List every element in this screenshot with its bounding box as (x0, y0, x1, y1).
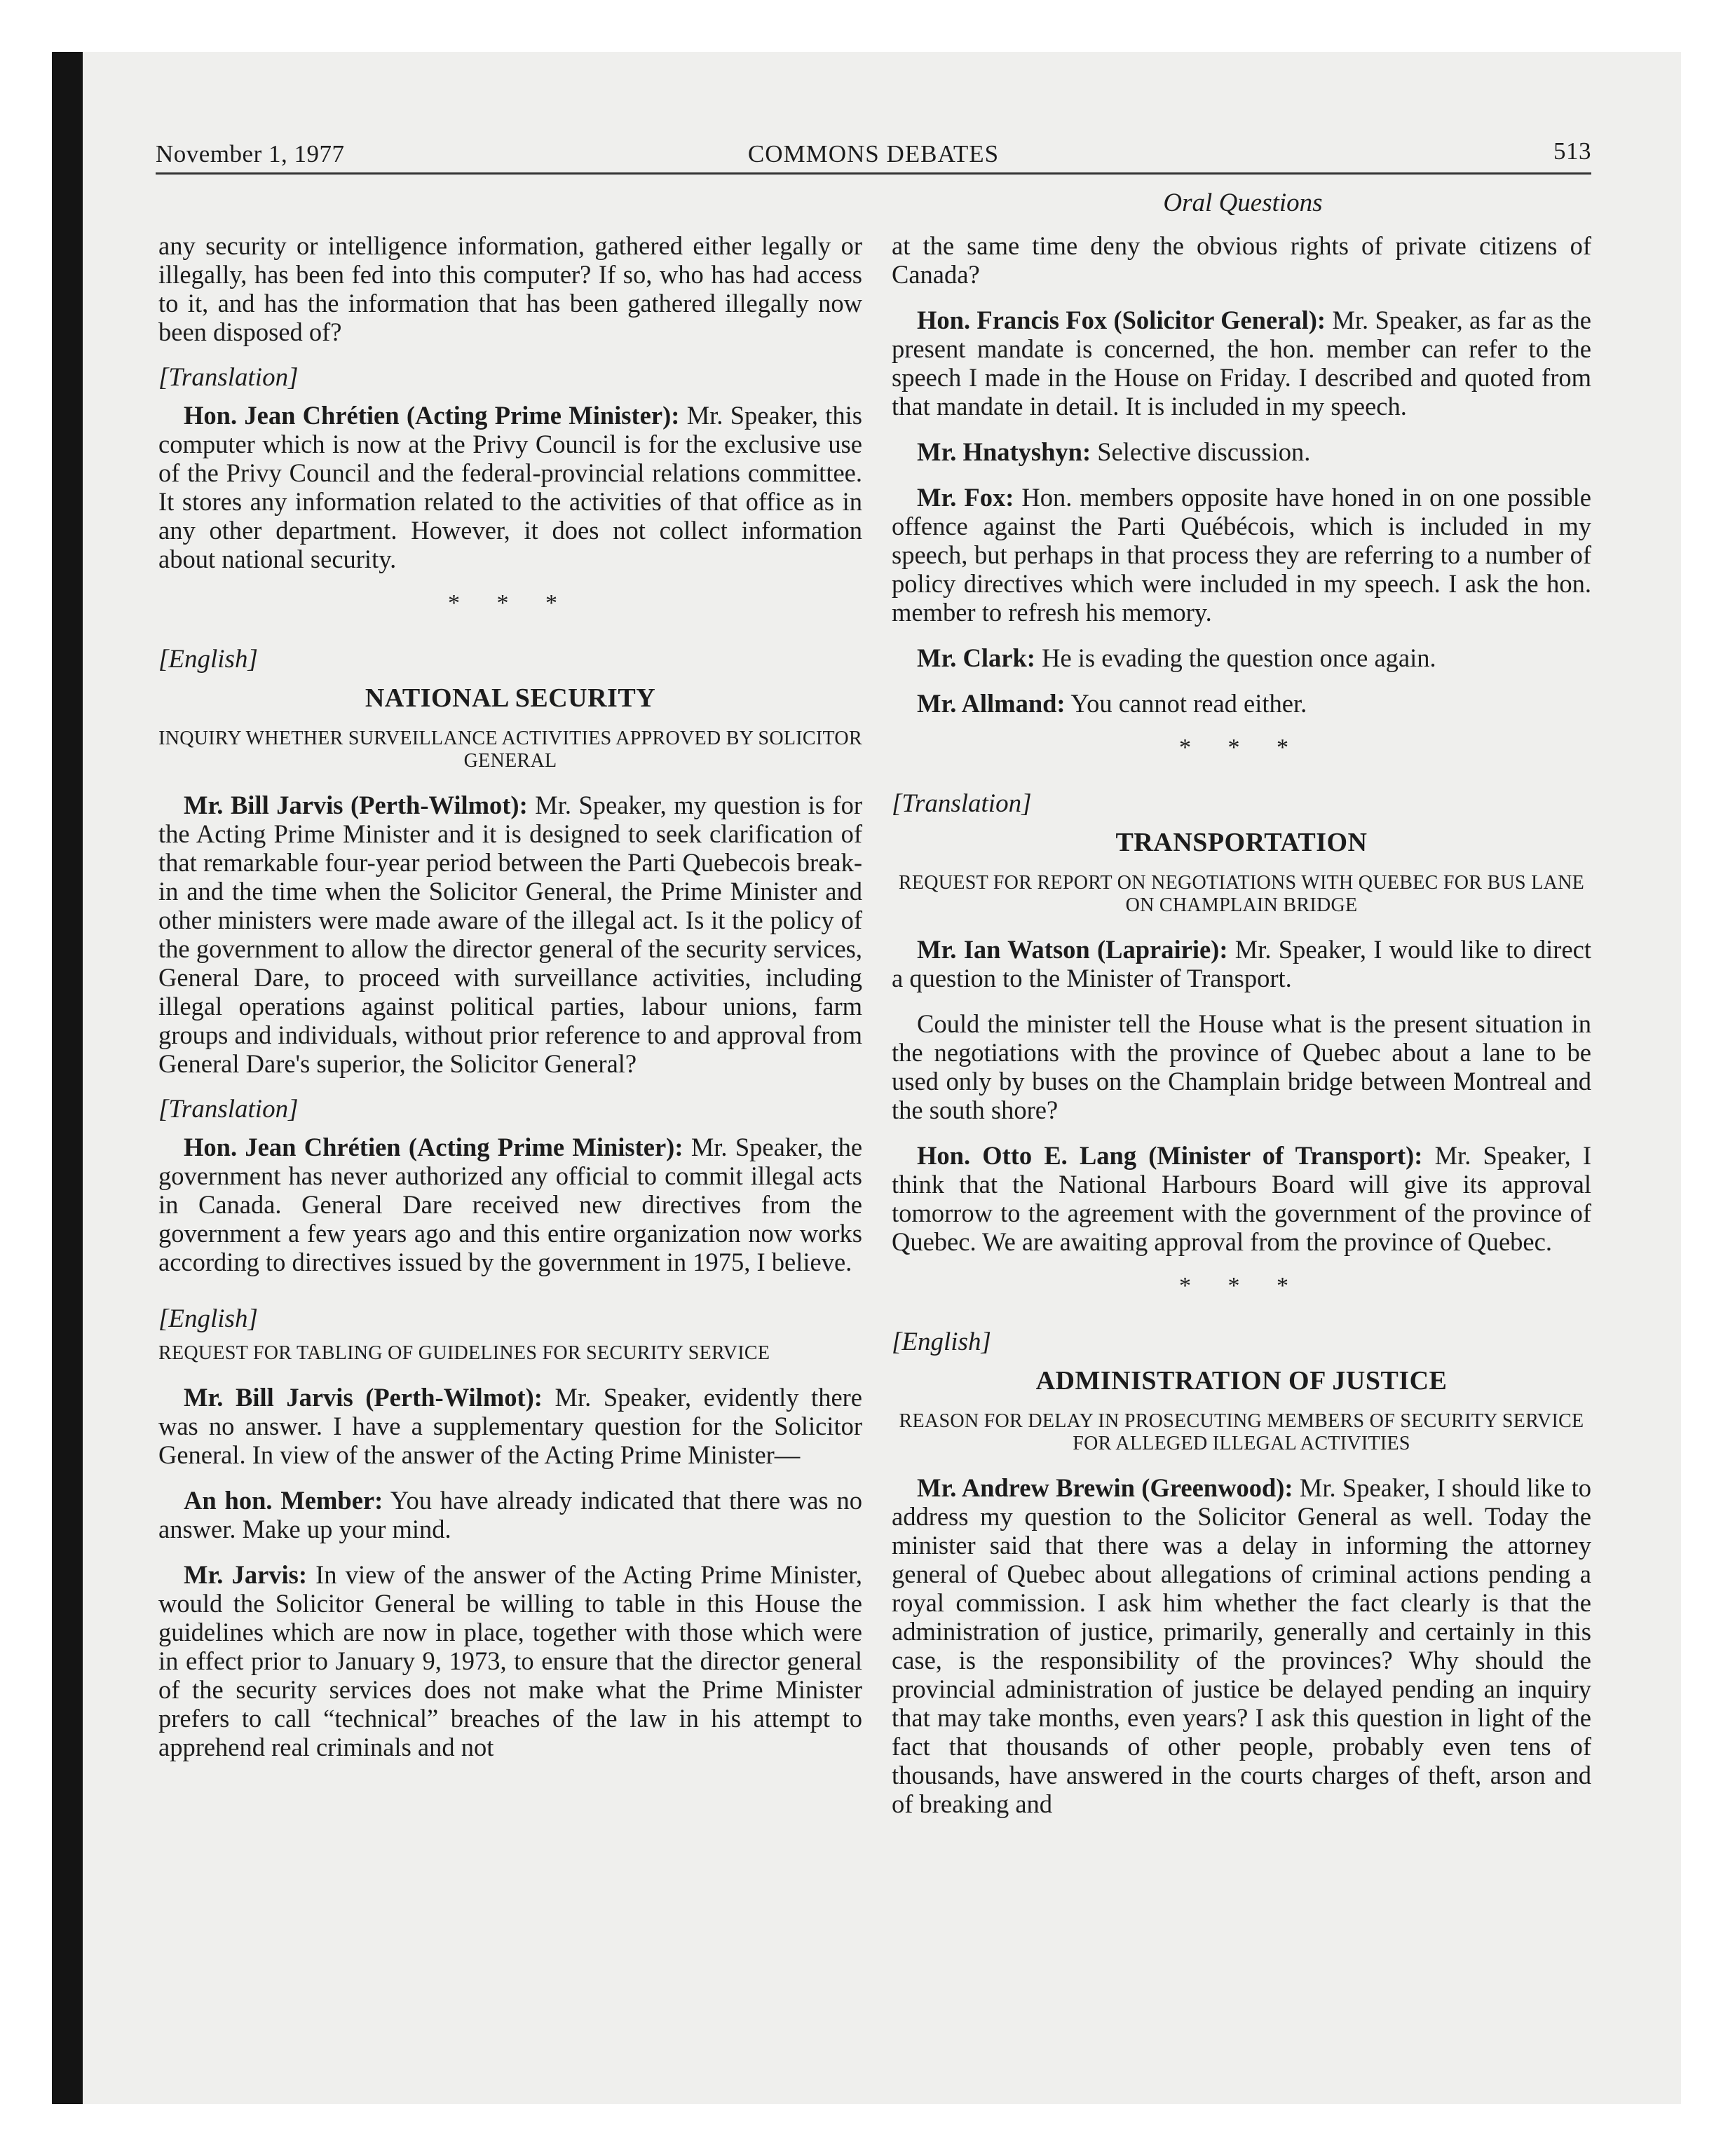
speech-text: Hon. members opposite have honed in on one possible offence against the Parti Québécois, which is included in my speech, but perhaps in that process they are referring to a number of policy directives which were included in my speech. I ask the hon. member to refresh his memory. (892, 483, 1591, 627)
speaker-name: Hon. Jean Chrétien (Acting Prime Minister): (184, 401, 680, 430)
speaker-name: Hon. Jean Chrétien (Acting Prime Minister): (184, 1133, 683, 1161)
section-divider: * * * (448, 590, 573, 616)
speech-paragraph (158, 791, 862, 1078)
paragraph: at the same time deny the obvious rights of private citizens of Canada? (892, 231, 1591, 289)
speech-paragraph (892, 306, 1591, 421)
speech-text: Mr. Speaker, I would like to direct a question to the Minister of Transport. (892, 935, 1591, 992)
speech-text: He is evading the question once again. (1042, 643, 1436, 672)
section-divider: * * * (1179, 1273, 1304, 1299)
speech-paragraph (892, 689, 1591, 718)
binding-edge (52, 52, 83, 2104)
speech-paragraph (892, 1141, 1591, 1256)
paragraph: any security or intelligence information, gathered either legally or illegally, has been fed into this computer? If so, who has had access to it, and has the information that has been gathered illegally now been disposed of? (158, 231, 862, 346)
speaker-name: Mr. Hnatyshyn: (917, 437, 1091, 466)
speaker-name: An hon. Member: (184, 1486, 383, 1515)
speech-text: You have already indicated that there was no answer. Make up your mind. (158, 1486, 862, 1543)
speaker-name: Mr. Ian Watson (Laprairie): (917, 935, 1228, 964)
speech-paragraph (892, 935, 1591, 992)
speaker-name: Mr. Jarvis: (184, 1560, 308, 1589)
speech-text: Mr. Speaker, I should like to address my question to the Solicitor General as well. Today the minister said that there was a delay in informing the attorney general of Quebec about allegations of criminal actions pending a royal commission. I ask him whether the fact clearly is that the administration of justice, primarily, generally and certainly in this case, is the responsibility of the provinces? Why should the provincial administration of justice be delayed pending an inquiry that may take months, even years? I ask this question in light of the fact that thousands of other people, probably even tens of thousands, have answered in the courts charges of theft, arson and of breaking and (892, 1473, 1591, 1818)
speech-text: You cannot read either. (1070, 689, 1307, 718)
language-tag: [Translation] (158, 1095, 299, 1124)
header-page-number: 513 (1553, 137, 1591, 165)
language-tag: [English] (892, 1328, 991, 1356)
speech-text: In view of the answer of the Acting Prime Minister, would the Solicitor General be willing to table in this House the guidelines which are now in place, together with those which were in effect prior to January 9, 1973, to ensure that the director general of the security services does not make what the Prime Minister prefers to call “technical” breaches of the law in his attempt to apprehend real criminals and not (158, 1560, 862, 1761)
speech-paragraph (158, 1133, 862, 1276)
speaker-name: Mr. Fox: (917, 483, 1014, 512)
section-subheading: REASON FOR DELAY IN PROSECUTING MEMBERS OF SECURITY SERVICE FOR ALLEGED ILLEGAL ACTIVITIES (899, 1410, 1584, 1454)
language-tag: [Translation] (892, 789, 1032, 818)
speaker-name: Mr. Bill Jarvis (Perth-Wilmot): (184, 1383, 543, 1412)
speech-text: Mr. Speaker, I think that the National Harbours Board will give its approval tomorrow to the agreement with the government of the province of Quebec. We are awaiting approval from the province of Quebec. (892, 1141, 1592, 1256)
section-heading: NATIONAL SECURITY (365, 683, 656, 713)
speech-paragraph (158, 1383, 862, 1469)
section-divider: * * * (1179, 735, 1304, 760)
section-subheading: REQUEST FOR REPORT ON NEGOTIATIONS WITH QUEBEC FOR BUS LANE ON CHAMPLAIN BRIDGE (898, 872, 1585, 916)
language-tag: [English] (158, 1304, 258, 1333)
speaker-name: Mr. Andrew Brewin (Greenwood): (917, 1473, 1293, 1502)
speech-paragraph (158, 1560, 862, 1761)
section-heading: ADMINISTRATION OF JUSTICE (1035, 1366, 1448, 1396)
running-header (156, 133, 1591, 175)
speech-text: Mr. Speaker, the government has never authorized any official to commit illegal acts in Canada. General Dare received new directives from the government a few years ago and this entire organization now works according to directives issued by the government in 1975, I believe. (158, 1133, 863, 1276)
speech-paragraph (892, 643, 1591, 672)
speaker-name: Mr. Bill Jarvis (Perth-Wilmot): (184, 791, 528, 819)
header-journal-title: COMMONS DEBATES (747, 140, 1000, 168)
speech-paragraph (158, 401, 862, 573)
speech-paragraph (892, 1473, 1591, 1818)
header-date: November 1, 1977 (156, 140, 345, 168)
speech-text: Mr. Speaker, as far as the present mandate is concerned, the hon. member can refer to the speech I made in the House on Friday. I described and quoted from that mandate in detail. It is included in my speech. (892, 306, 1591, 421)
speech-text: Mr. Speaker, evidently there was no answer. I have a supplementary question for the Solicitor General. In view of the answer of the Acting Prime Minister— (158, 1383, 863, 1469)
section-subheading: INQUIRY WHETHER SURVEILLANCE ACTIVITIES APPROVED BY SOLICITOR GENERAL (158, 728, 862, 772)
speech-text: Mr. Speaker, this computer which is now at the Privy Council is for the exclusive use of the Privy Council and the federal-provincial relations committee. It stores any information related to the activities of that office as in any other department. However, it does not collect information about national security. (158, 401, 862, 573)
speech-paragraph (158, 1486, 862, 1543)
section-label: Oral Questions (1163, 189, 1323, 217)
left-column (158, 231, 862, 1778)
speech-text: Mr. Speaker, my question is for the Acting Prime Minister and it is designed to seek clarification of that remarkable four-year period between the Parti Quebecois break-in and the time when the Solicitor General, the Prime Minister and other ministers were made aware of the illegal act. Is it the policy of the government to allow the director general of the security services, General Dare, to proceed with surveillance activities, including illegal operations against political parties, labour unions, farm groups and individuals, without prior reference to and approval from General Dare's superior, the Solicitor General? (158, 791, 862, 1078)
speech-paragraph (892, 483, 1591, 627)
section-subheading: REQUEST FOR TABLING OF GUIDELINES FOR SECURITY SERVICE (158, 1342, 770, 1364)
language-tag: [English] (158, 645, 258, 674)
paragraph: Could the minister tell the House what is the present situation in the negotiations with the province of Quebec about a lane to be used only by buses on the Champlain bridge between Montreal and the south shore? (892, 1009, 1591, 1124)
right-column (892, 231, 1591, 1835)
language-tag: [Translation] (158, 363, 299, 392)
speaker-name: Mr. Allmand: (917, 689, 1066, 718)
speaker-name: Mr. Clark: (917, 643, 1035, 672)
speaker-name: Hon. Francis Fox (Solicitor General): (917, 306, 1326, 334)
speech-text: Selective discussion. (1097, 437, 1311, 466)
speech-paragraph (892, 437, 1591, 466)
speaker-name: Hon. Otto E. Lang (Minister of Transport): (917, 1141, 1423, 1170)
section-heading: TRANSPORTATION (1115, 828, 1368, 857)
